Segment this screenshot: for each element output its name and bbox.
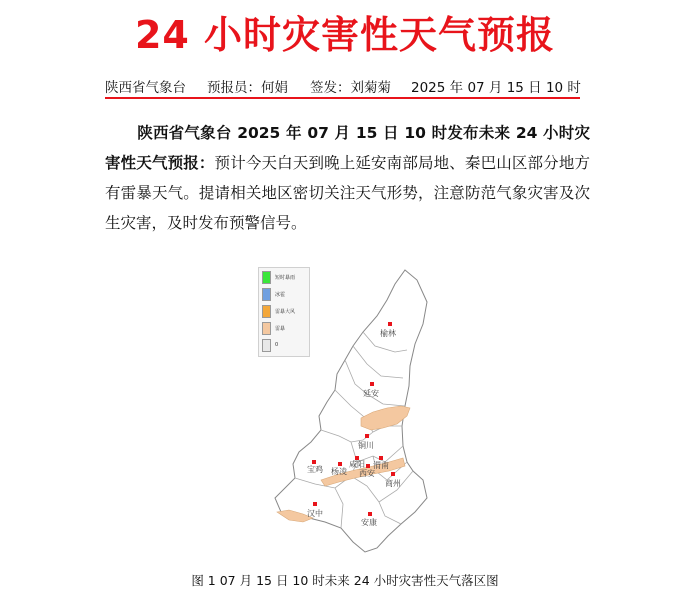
forecast-content: 预计今天白天到晚上延安南部局地、秦巴山区部分地方有雷暴天气。提请相关地区密切关注天气形势，注意防范气象灾害及次生灾害，及时发布预警信号。	[105, 154, 590, 232]
legend-swatch-thunder	[262, 322, 271, 335]
svg-text:渭南: 渭南	[373, 461, 389, 470]
legend-label: 0	[275, 342, 279, 348]
legend-swatch-gale	[262, 305, 271, 318]
legend-label: 短时暴雨	[275, 275, 296, 281]
figure-caption: 图 1 07 月 15 日 10 时未来 24 小时灾害性天气落区图	[191, 573, 499, 588]
legend-item	[262, 339, 308, 352]
legend-item	[262, 288, 308, 301]
legend-item	[262, 271, 308, 284]
page-title: 24 小时灾害性天气预报	[134, 13, 556, 57]
svg-text:汉中: 汉中	[307, 509, 323, 518]
legend-swatch-hail	[262, 288, 271, 301]
legend-label: 冰雹	[275, 292, 286, 298]
meta-divider	[105, 97, 580, 99]
meta-line	[105, 76, 580, 96]
svg-text:铜川: 铜川	[358, 441, 374, 450]
svg-text:延安: 延安	[363, 389, 379, 398]
svg-text:西安: 西安	[359, 469, 375, 478]
legend-item	[262, 322, 308, 335]
legend-swatch-none	[262, 339, 271, 352]
legend-swatch-rainstorm	[262, 271, 271, 284]
svg-text:安康: 安康	[361, 518, 377, 527]
legend-item	[262, 305, 308, 318]
forecast-lead: 陕西省气象台 2025 年 07 月 15 日 10 时发布未来 24 小时灾害性天气预报：	[105, 124, 590, 172]
datetime-label: 2025 年 07 月 15 日 10 时	[411, 80, 581, 96]
forecaster-label: 预报员：何娟	[207, 80, 288, 96]
svg-text:咸阳: 咸阳	[349, 460, 365, 469]
map-legend	[258, 267, 310, 357]
svg-text:杨凌: 杨凌	[331, 467, 347, 476]
legend-label: 雷暴大风	[275, 309, 296, 315]
legend-label: 雷暴	[275, 326, 286, 332]
svg-text:榆林: 榆林	[380, 329, 396, 338]
signer-label: 签发：刘菊菊	[310, 80, 391, 96]
svg-text:商州: 商州	[385, 479, 401, 488]
forecast-paragraph	[105, 118, 590, 238]
agency-label: 陕西省气象台	[105, 80, 186, 96]
svg-text:宝鸡: 宝鸡	[307, 465, 323, 474]
